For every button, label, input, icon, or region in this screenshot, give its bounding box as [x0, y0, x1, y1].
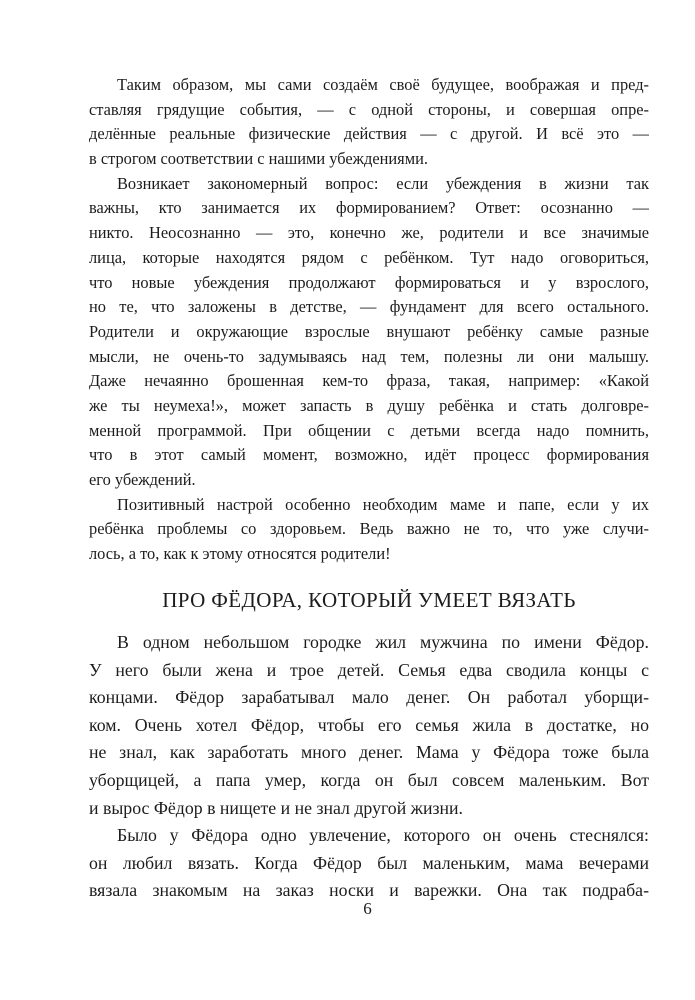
text-line: концами. Фёдор зарабатывал мало денег. Он работал уборщи- — [89, 687, 649, 708]
text-line: Родители и окружающие взрослые внушают ребёнку самые разные — [89, 321, 649, 341]
text-line: У него были жена и трое детей. Семья едва сводила концы с — [89, 659, 649, 680]
text-line: же ты неумеха!», может запасть в душу ребёнка и стать долговре- — [89, 395, 649, 415]
text-line: делённые реальные физические действия — с другой. И всё это — — [89, 124, 649, 144]
text-line: лось, а то, как к этому относятся родители! — [89, 544, 391, 564]
text-line: ребёнка проблемы со здоровьем. Ведь важно не то, что уже случи- — [89, 519, 649, 539]
text-line: мысли, не очень-то задумываясь над тем, полезны ли они малышу. — [89, 346, 649, 366]
intro-text — [89, 73, 649, 567]
text-line: В одном небольшом городке жил мужчина по имени Фёдор. — [117, 632, 649, 652]
text-line: что новые убеждения продолжают формироваться и у взрослого, — [89, 272, 649, 292]
text-line: он любил вязать. Когда Фёдор был маленьким, мама вечерами — [89, 852, 649, 873]
text-line: что в этот самый момент, возможно, идёт процесс формирования — [89, 445, 649, 465]
text-line: ком. Очень хотел Фёдор, чтобы его семья жила в достатке, но — [89, 714, 649, 735]
text-line: вязала знакомым на заказ носки и варежки. Она так подраба- — [89, 880, 649, 901]
page-number: 6 — [363, 899, 372, 918]
text-line: Возникает закономерный вопрос: если убеждения в жизни так — [117, 173, 649, 193]
text-line: никто. Неосознанно — это, конечно же, родители и все значимые — [89, 223, 649, 243]
chapter-text — [89, 629, 649, 905]
text-line: Позитивный настрой особенно необходим маме и папе, если у их — [117, 494, 649, 514]
text-line: в строгом соответствии с нашими убеждениями. — [89, 149, 428, 169]
text-line: и вырос Фёдор в нищете и не знал другой жизни. — [89, 797, 463, 818]
chapter-title: ПРО ФЁДОРА, КОТОРЫЙ УМЕЕТ ВЯЗАТЬ — [162, 588, 576, 612]
text-line: Таким образом, мы сами создаём своё будущее, воображая и пред- — [117, 75, 649, 94]
text-line: не знал, как заработать много денег. Мама у Фёдора тоже была — [89, 742, 649, 763]
text-line: Было у Фёдора одно увлечение, которого он очень стеснялся: — [117, 825, 649, 846]
text-line: ставляя грядущие события, — с одной стороны, и совершая опре- — [89, 99, 649, 119]
text-line: Даже нечаянно брошенная кем-то фраза, такая, например: «Какой — [89, 371, 649, 391]
text-line: его убеждений. — [89, 470, 196, 489]
text-line: менной программой. При общении с детьми всегда надо помнить, — [89, 420, 649, 440]
text-line: важны, кто занимается их формированием? Ответ: осознанно — — [89, 198, 649, 218]
text-line: но те, что заложены в детстве, — фундамент для всего остального. — [89, 297, 649, 317]
text-line: уборщицей, а папа умер, когда он был совсем маленьким. Вот — [89, 769, 649, 790]
text-line: лица, которые находятся рядом с ребёнком. Тут надо оговориться, — [89, 247, 649, 267]
